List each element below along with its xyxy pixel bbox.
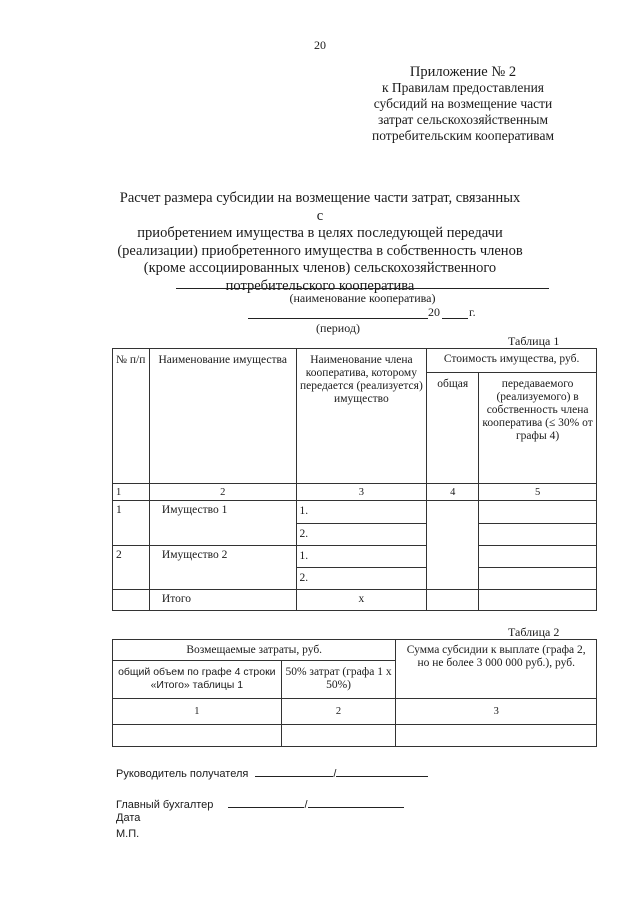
col-num: 1 [113, 699, 282, 725]
heading-line: потребительского кооператива [225, 277, 415, 294]
header-property: Наименование имущества [149, 349, 296, 484]
period-year-line [442, 318, 468, 319]
heading-line: (кроме ассоциированных членов) сельскохозяйственного [143, 260, 497, 276]
header-reimbursed: Возмещаемые затраты, руб. [113, 640, 396, 661]
table-row [113, 725, 597, 747]
row-property: Имущество 2 [149, 546, 296, 590]
header-cost: Стоимость имущества, руб. [427, 349, 597, 373]
signature-head-label: Руководитель получателя [116, 768, 249, 780]
stamp-label: М.П. [116, 828, 140, 840]
heading-line: Расчет размера субсидии на возмещение части затрат, связанных с [119, 190, 521, 224]
total-col3: х [296, 590, 427, 611]
total-num-cell [113, 590, 150, 611]
period-year-prefix: 20 [428, 305, 440, 319]
total-col5 [479, 590, 597, 611]
header-volume: общий объем по графе 4 строки «Итого» таблицы 1 [113, 661, 282, 699]
document-heading [115, 190, 525, 295]
header-50: 50% затрат (графа 1 х 50%) [281, 661, 396, 699]
row-member: 1. [296, 546, 427, 568]
table-row [113, 546, 597, 568]
slash: / [333, 768, 337, 780]
table-row [113, 501, 597, 524]
row-num: 1 [113, 501, 150, 546]
period-caption: (период) [316, 321, 360, 335]
table-2 [112, 639, 597, 747]
row-transferred-cell [479, 524, 597, 546]
table2-label: Таблица 2 [508, 625, 560, 639]
row-transferred-cell [479, 568, 597, 590]
value-cell [113, 725, 282, 747]
col-num: 3 [296, 484, 427, 501]
header-num: № п/п [113, 349, 150, 484]
name-line [308, 796, 404, 808]
header-subsidy: Сумма субсидии к выплате (графа 2, но не более 3 000 000 руб.), руб. [396, 640, 597, 699]
table1-label: Таблица 1 [508, 334, 560, 348]
signature-accountant-label: Главный бухгалтер [116, 799, 214, 811]
appendix-line: потребительским кооперативам [371, 128, 554, 143]
name-line [336, 765, 428, 777]
signature-head [116, 765, 428, 780]
appendix-line: затрат сельскохозяйственным [377, 112, 549, 127]
appendix-line: субсидий на возмещение части [373, 96, 553, 111]
row-num: 2 [113, 546, 150, 590]
heading-line: приобретением имущества в целях последующей передачи [137, 225, 503, 241]
col-num: 4 [427, 484, 479, 501]
row-member: 2. [296, 568, 427, 590]
header-member: Наименование члена кооператива, которому передается (реализуется) имущество [296, 349, 427, 484]
value-cell [396, 725, 597, 747]
col-num: 3 [396, 699, 597, 725]
total-label: Итого [149, 590, 296, 611]
signature-line [255, 765, 333, 777]
signature-line [228, 796, 304, 808]
table-1 [112, 348, 597, 611]
row-total-cell [427, 501, 479, 590]
col-num: 1 [113, 484, 150, 501]
date-label: Дата [116, 812, 141, 824]
period-line [248, 318, 428, 319]
header-transferred: передаваемого (реализуемого) в собственность члена кооператива (≤ 30% от графы 4) [479, 373, 597, 484]
row-transferred-cell [479, 546, 597, 568]
period-suffix: г. [469, 305, 476, 319]
page-number: 20 [314, 38, 326, 52]
slash: / [304, 799, 308, 811]
value-cell [281, 725, 396, 747]
row-transferred-cell [479, 501, 597, 524]
col-num: 5 [479, 484, 597, 501]
appendix-line: к Правилам предоставления [381, 80, 545, 95]
col-num: 2 [281, 699, 396, 725]
table-row-total [113, 590, 597, 611]
coop-name-line [176, 288, 549, 289]
total-col4 [427, 590, 479, 611]
row-member: 2. [296, 524, 427, 546]
col-num: 2 [149, 484, 296, 501]
coop-caption: (наименование кооператива) [289, 291, 436, 305]
heading-line: (реализации) приобретенного имущества в собственность членов [117, 242, 523, 259]
header-total: общая [427, 373, 479, 484]
row-member: 1. [296, 501, 427, 524]
signature-accountant [116, 796, 404, 811]
appendix-title: Приложение № 2 [409, 64, 517, 80]
row-property: Имущество 1 [149, 501, 296, 546]
appendix-block [348, 64, 578, 144]
